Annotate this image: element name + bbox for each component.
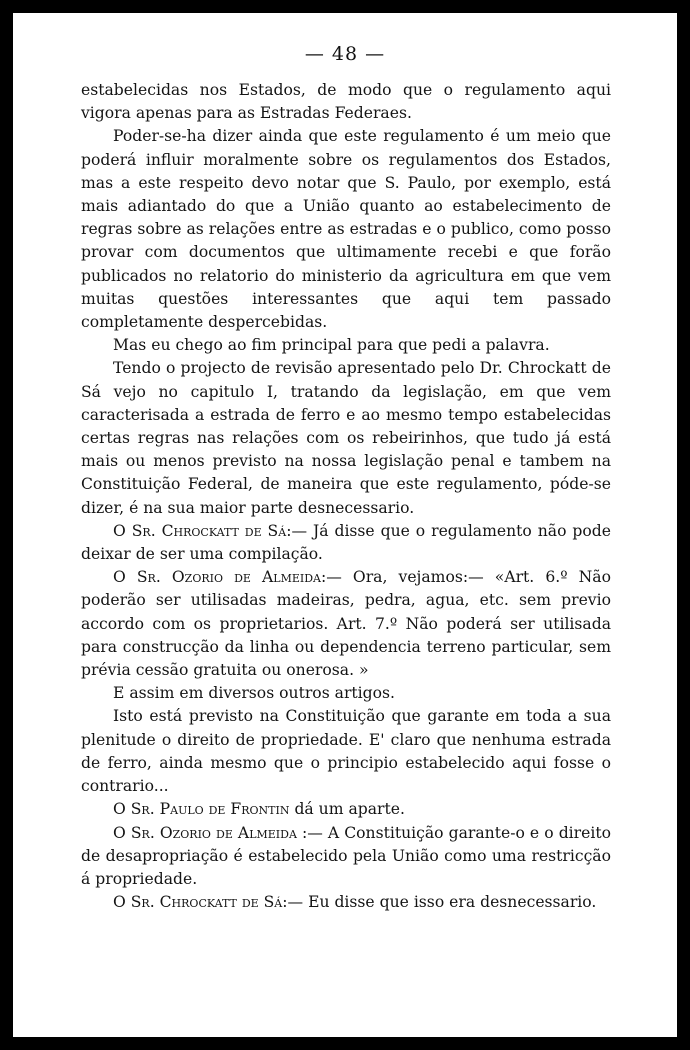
paragraph (81, 682, 611, 705)
speaker-paragraph (81, 822, 611, 892)
speaker-name: Sr. Ozorio de Almeida (136, 568, 321, 587)
speaker-paragraph (81, 891, 611, 914)
text-run: O (113, 521, 132, 540)
speaker-name: Sr. Chrockatt de Sá (130, 893, 283, 912)
book-page (13, 13, 677, 1037)
speaker-paragraph (81, 798, 611, 821)
speaker-name: Sr. Ozorio de Almeida (130, 823, 297, 842)
text-run: estabelecidas nos Estados, de modo que o regulamento aqui vigora apenas para as Estradas Federaes. (81, 81, 611, 123)
speaker-name: Sr. Paulo de Frontin (130, 800, 290, 819)
speaker-paragraph (81, 566, 611, 682)
text-run: :— Ora, vejamos:— «Art. 6.º Não poderão ser utilisadas madeiras, pedra, agua, etc. sem previo accordo com os proprietarios. Art. 7.º Não poderá ser utilisada para construcção da linha ou dependencia terreno particular, sem prévia cessão gratuita ou onerosa. » (81, 568, 611, 680)
paragraph (81, 125, 611, 334)
text-run: dá um aparte. (289, 800, 405, 819)
paragraph (81, 79, 611, 125)
page-number: — 48 — (304, 43, 386, 65)
text-run: O (113, 823, 131, 842)
text-run: Mas eu chego ao fim principal para que pedi a palavra. (113, 336, 550, 355)
text-run: :— Já disse que o regulamento não pode deixar de ser uma compilação. (81, 521, 611, 564)
speaker-name: Sr. Chrockatt de Sá (131, 521, 287, 540)
page-body-text (81, 79, 611, 914)
text-run: Poder-se-ha dizer ainda que este regulamento é um meio que poderá influir moralmente sobre os regulamentos dos Estados, mas a este respeito devo notar que S. Paulo, por exemplo, está mais adiantado do que a União quanto ao estabelecimento de regras sobre as relações entre as estradas e o publico, como posso provar com documentos que ultimamente recebi e que forão publicados no relatorio do ministerio da agricultura em que vem muitas questões interessantes que aqui tem passado completamente despercebidas. (81, 127, 611, 332)
paragraph (81, 334, 611, 357)
text-run: O (113, 568, 137, 587)
text-run: O (113, 800, 131, 819)
text-run: O (113, 893, 131, 912)
text-run: :— Eu disse que isso era desnecessario. (282, 893, 597, 912)
text-run: Tendo o projecto de revisão apresentado pelo Dr. Chrockatt de Sá vejo no capitulo I, tratando da legislação, em que vem caracterisada a estrada de ferro e ao mesmo tempo estabelecidas certas regras nas relações com os rebeirinhos, que tudo já está mais ou menos previsto na nossa legislação penal e tambem na Constituição Federal, de maneira que este regulamento, póde-se dizer, é na sua maior parte desnecessario. (81, 359, 611, 517)
text-run: :— A Constituição garante-o e o direito de desapropriação é estabelecido pela União como uma restricção á propriedade. (81, 823, 611, 888)
paragraph (81, 705, 611, 798)
text-run: E assim em diversos outros artigos. (113, 684, 395, 703)
speaker-paragraph (81, 520, 611, 566)
text-run: Isto está previsto na Constituição que garante em toda a sua plenitude o direito de propriedade. E' claro que nenhuma estrada de ferro, ainda mesmo que o principio estabelecido aqui fosse o contrario... (81, 707, 611, 796)
paragraph (81, 357, 611, 519)
